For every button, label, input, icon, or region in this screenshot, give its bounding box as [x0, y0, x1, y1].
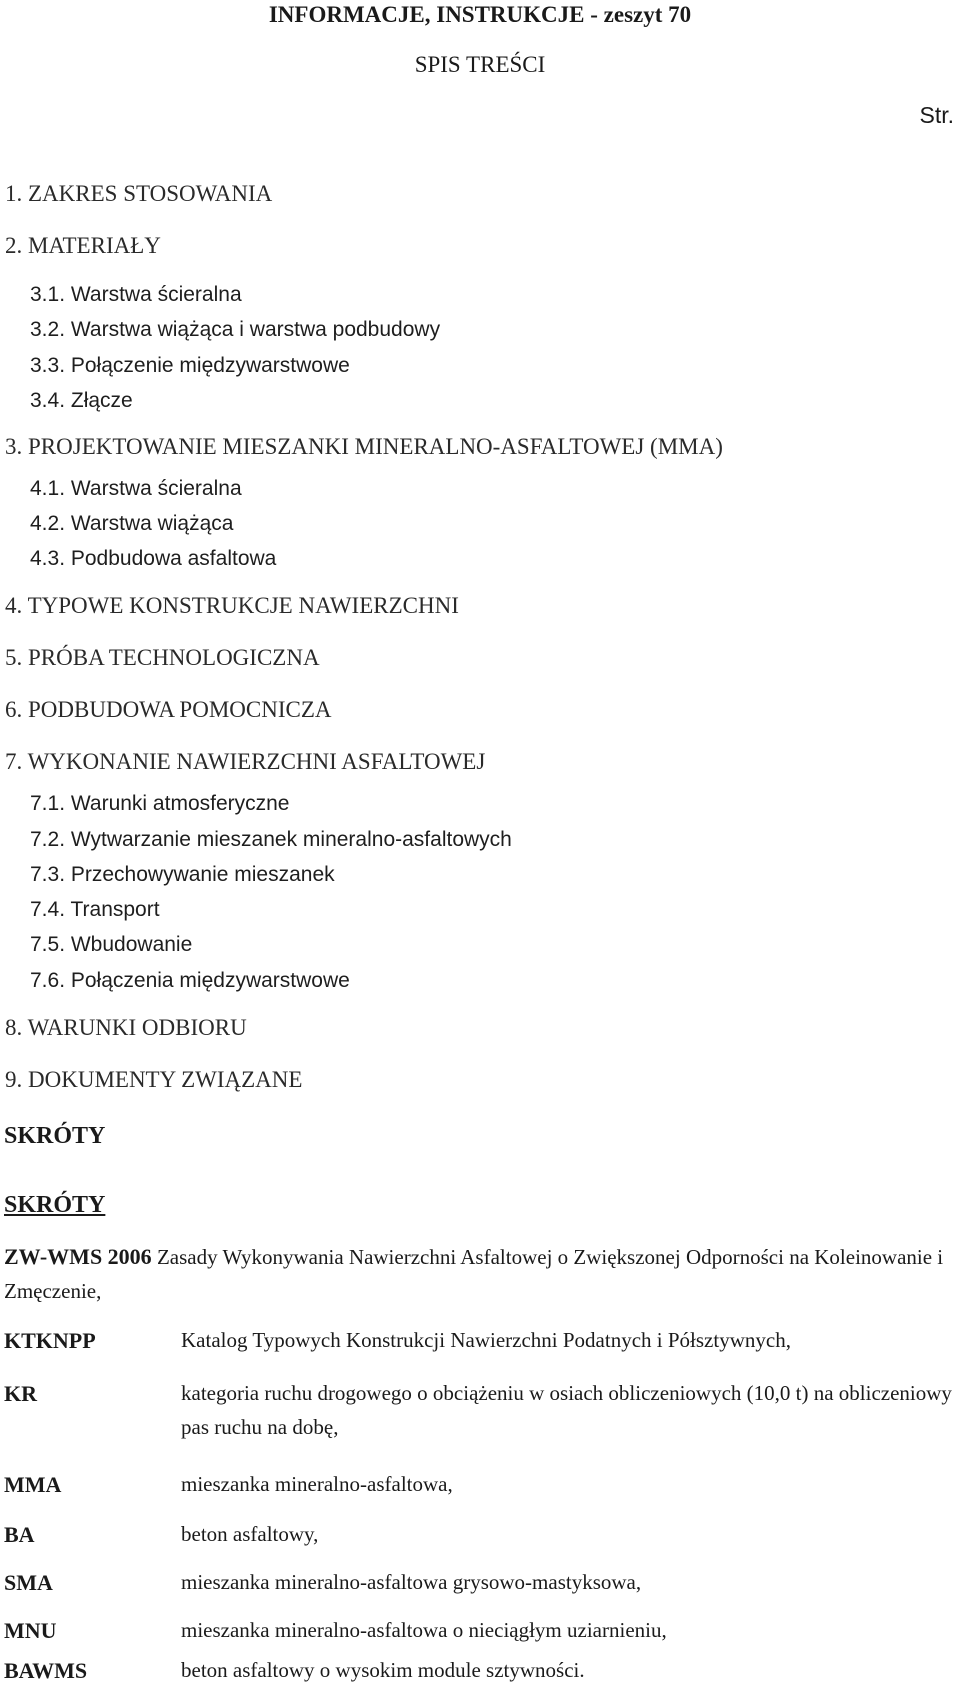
- toc-subitem: 7.6. Połączenia międzywarstwowe: [30, 969, 350, 992]
- toc-item: 9. DOKUMENTY ZWIĄZANE: [5, 1067, 303, 1092]
- abbreviation-key: MNU: [4, 1618, 57, 1643]
- abbreviation-definition: Katalog Typowych Konstrukcji Nawierzchni Podatnych i Półsztywnych,: [181, 1328, 791, 1352]
- abbreviation-key: MMA: [4, 1472, 62, 1497]
- abbreviation-key: SMA: [4, 1570, 53, 1595]
- document-title: INFORMACJE, INSTRUKCJE - zeszyt 70: [268, 2, 692, 27]
- page-column-label: Str.: [919, 102, 954, 128]
- toc-item: 2. MATERIAŁY: [5, 233, 161, 258]
- toc-subitem: 4.1. Warstwa ścieralna: [30, 477, 242, 500]
- abbreviation-entry: [4, 1240, 954, 1308]
- toc-subitem: 3.4. Złącze: [30, 389, 133, 412]
- toc-subitem: 7.2. Wytwarzanie mieszanek mineralno-asfaltowych: [30, 828, 512, 851]
- toc-item: 1. ZAKRES STOSOWANIA: [5, 181, 273, 206]
- toc-subitem: 7.3. Przechowywanie mieszanek: [30, 863, 335, 886]
- toc-item: 3. PROJEKTOWANIE MIESZANKI MINERALNO-ASFALTOWEJ (MMA): [5, 434, 723, 459]
- abbreviation-key: KTKNPP: [4, 1328, 96, 1353]
- toc-item: 4. TYPOWE KONSTRUKCJE NAWIERZCHNI: [5, 593, 459, 618]
- abbreviation-key: BA: [4, 1522, 35, 1547]
- toc-subitem: 7.1. Warunki atmosferyczne: [30, 792, 290, 815]
- abbreviation-key: ZW-WMS 2006: [4, 1244, 152, 1269]
- toc-subitem: 7.4. Transport: [30, 898, 160, 921]
- abbreviation-definition: Zasady Wykonywania Nawierzchni Asfaltowej o Zwiększonej Odporności na Koleinowanie i Zmęczenie,: [4, 1245, 944, 1303]
- abbreviation-definition: mieszanka mineralno-asfaltowa o nieciągłym uziarnieniu,: [181, 1618, 667, 1642]
- toc-item: 5. PRÓBA TECHNOLOGICZNA: [5, 645, 320, 670]
- toc-subitem: 3.2. Warstwa wiążąca i warstwa podbudowy: [30, 318, 441, 341]
- abbreviation-definition: beton asfaltowy o wysokim module sztywności.: [181, 1658, 585, 1682]
- abbreviation-definition: mieszanka mineralno-asfaltowa,: [181, 1472, 453, 1496]
- toc-item: 8. WARUNKI ODBIORU: [5, 1015, 247, 1040]
- toc-subitem: 3.1. Warstwa ścieralna: [30, 283, 242, 306]
- toc-subitem: 4.3. Podbudowa asfaltowa: [30, 547, 277, 570]
- toc-item: 6. PODBUDOWA POMOCNICZA: [5, 697, 332, 722]
- abbreviation-definition: kategoria ruchu drogowego o obciążeniu w osiach obliczeniowych (10,0 t) na obliczeniowy pas ruchu na dobę,: [181, 1381, 952, 1439]
- toc-subitem: 7.5. Wbudowanie: [30, 933, 193, 956]
- toc-subitem: 4.2. Warstwa wiążąca: [30, 512, 234, 535]
- abbreviation-definition: mieszanka mineralno-asfaltowa grysowo-mastyksowa,: [181, 1570, 642, 1594]
- abbreviations-heading: SKRÓTY: [4, 1123, 106, 1149]
- abbreviations-heading-underlined: SKRÓTY: [4, 1192, 106, 1218]
- abbreviation-key: BAWMS: [4, 1658, 88, 1683]
- toc-subitem: 3.3. Połączenie międzywarstwowe: [30, 354, 350, 377]
- toc-item: 7. WYKONANIE NAWIERZCHNI ASFALTOWEJ: [5, 749, 486, 774]
- toc-heading: SPIS TREŚCI: [414, 52, 546, 77]
- abbreviation-definition: beton asfaltowy,: [181, 1522, 319, 1546]
- abbreviation-key: KR: [4, 1381, 37, 1406]
